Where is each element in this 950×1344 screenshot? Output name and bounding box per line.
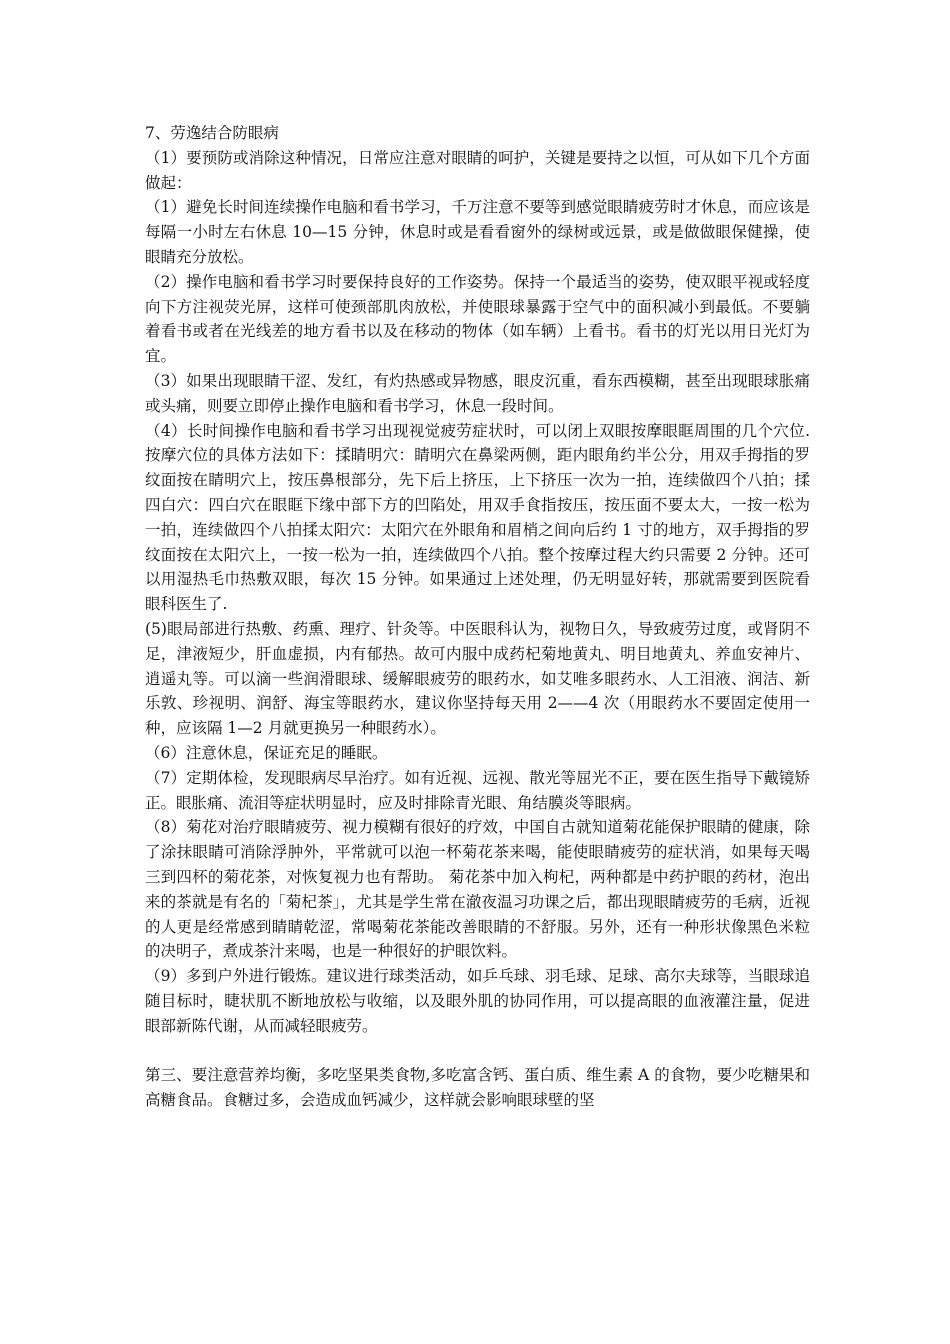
paragraph-7: （7）定期体检，发现眼病尽早治疗。如有近视、远视、散光等屈光不正，要在医生指导下戴镜矫正。眼胀痛、流泪等症状明显时，应及时排除青光眼、角结膜炎等眼病。 xyxy=(145,768,810,812)
paragraph-3: （3）如果出现眼睛干涩、发红，有灼热感或异物感，眼皮沉重，看东西模糊，甚至出现眼球胀痛或头痛，则要立即停止操作电脑和看书学习，休息一段时间。 xyxy=(145,371,810,415)
closing-paragraph: 第三、要注意营养均衡，多吃坚果类食物,多吃富含钙、蛋白质、维生素 A 的食物，要少吃糖果和高糖食品。食糖过多，会造成血钙减少，这样就会影响眼球壁的坚 xyxy=(145,1066,810,1110)
paragraph-9: （9）多到户外进行锻炼。建议进行球类活动，如乒乓球、羽毛球、足球、高尔夫球等，当眼球追随目标时，睫状肌不断地放松与收缩，以及眼外肌的协同作用，可以提高眼的血液灌注量，促进眼部新陈代谢，从而减轻眼疲劳。 xyxy=(145,967,810,1035)
paragraph-6: （6）注意休息，保证充足的睡眠。 xyxy=(145,743,388,762)
paragraph-5: (5)眼局部进行热敷、药熏、理疗、针灸等。中医眼科认为，视物日久，导致疲劳过度，或肾阴不足，津液短少，肝血虚损，内有郁热。故可内服中成药杞菊地黄丸、明目地黄丸、养血安神片、逍遥丸等。可以滴一些润滑眼球、缓解眼疲劳的眼药水，如艾唯多眼药水、人工泪液、润洁、新乐敦、珍视明、润舒、海宝等眼药水，建议你坚持每天用 2——4 次（用眼药水不要固定使用一种，应该隔 1—2 月就更换另一种眼药水）。 xyxy=(145,619,810,738)
paragraph-8: （8）菊花对治疗眼睛疲劳、视力模糊有很好的疗效，中国自古就知道菊花能保护眼睛的健康，除了涂抹眼睛可消除浮肿外，平常就可以泡一杯菊花茶来喝，能使眼睛疲劳的症状消，如果每天喝三到四杯的菊花茶，对恢复视力也有帮助。 菊花茶中加入枸杞，两种都是中药护眼的药材，泡出来的茶就是有名的「菊杞茶」，尤其是学生常在澈夜温习功课之后，都出现眼睛疲劳的毛病，近视的人更是经常感到睛睛乾涩，常喝菊花茶能改善眼睛的不舒服。另外，还有一种形状像黑色米粒的决明子，煮成茶汁来喝，也是一种很好的护眼饮料。 xyxy=(145,818,810,961)
document-body xyxy=(145,121,810,1113)
paragraph-intro: （1）要预防或消除这种情况，日常应注意对眼睛的呵护，关键是要持之以恒，可从如下几个方面做起： xyxy=(145,148,810,192)
paragraph-2: （2）操作电脑和看书学习时要保持良好的工作姿势。保持一个最适当的姿势，使双眼平视或轻度向下方注视荧光屏，这样可使颈部肌肉放松，并使眼球暴露于空气中的面积减小到最低。不要躺着看书或者在光线差的地方看书以及在移动的物体（如车辆）上看书。看书的灯光以用日光灯为宜。 xyxy=(145,272,810,366)
blank-line xyxy=(145,1038,810,1063)
section-heading: 7、劳逸结合防眼病 xyxy=(145,124,279,142)
paragraph-4: （4）长时间操作电脑和看书学习出现视觉疲劳症状时，可以闭上双眼按摩眼眶周围的几个穴位.按摩穴位的具体方法如下：揉睛明穴：睛明穴在鼻梁两侧，距内眼角约半公分，用双手拇指的罗纹面按在睛明穴上，按压鼻根部分，先下后上挤压，上下挤压一次为一拍，连续做四个八拍；揉四白穴：四白穴在眼眶下缘中部下方的凹陷处，用双手食指按压，按压面不要太大，一按一松为一拍，连续做四个八拍揉太阳穴：太阳穴在外眼角和眉梢之间向后约 1 寸的地方，双手拇指的罗纹面按在太阳穴上，一按一松为一拍，连续做四个八拍。整个按摩过程大约只需要 2 分钟。还可以用湿热毛巾热敷双眼，每次 15 分钟。如果通过上述处理，仍无明显好转，那就需要到医院看眼科医生了. xyxy=(145,421,810,614)
paragraph-1: （1）避免长时间连续操作电脑和看书学习，千万注意不要等到感觉眼睛疲劳时才休息，而应该是每隔一小时左右休息 10—15 分钟，休息时或是看看窗外的绿树或远景，或是做做眼保健操，使眼睛充分放松。 xyxy=(145,198,810,266)
